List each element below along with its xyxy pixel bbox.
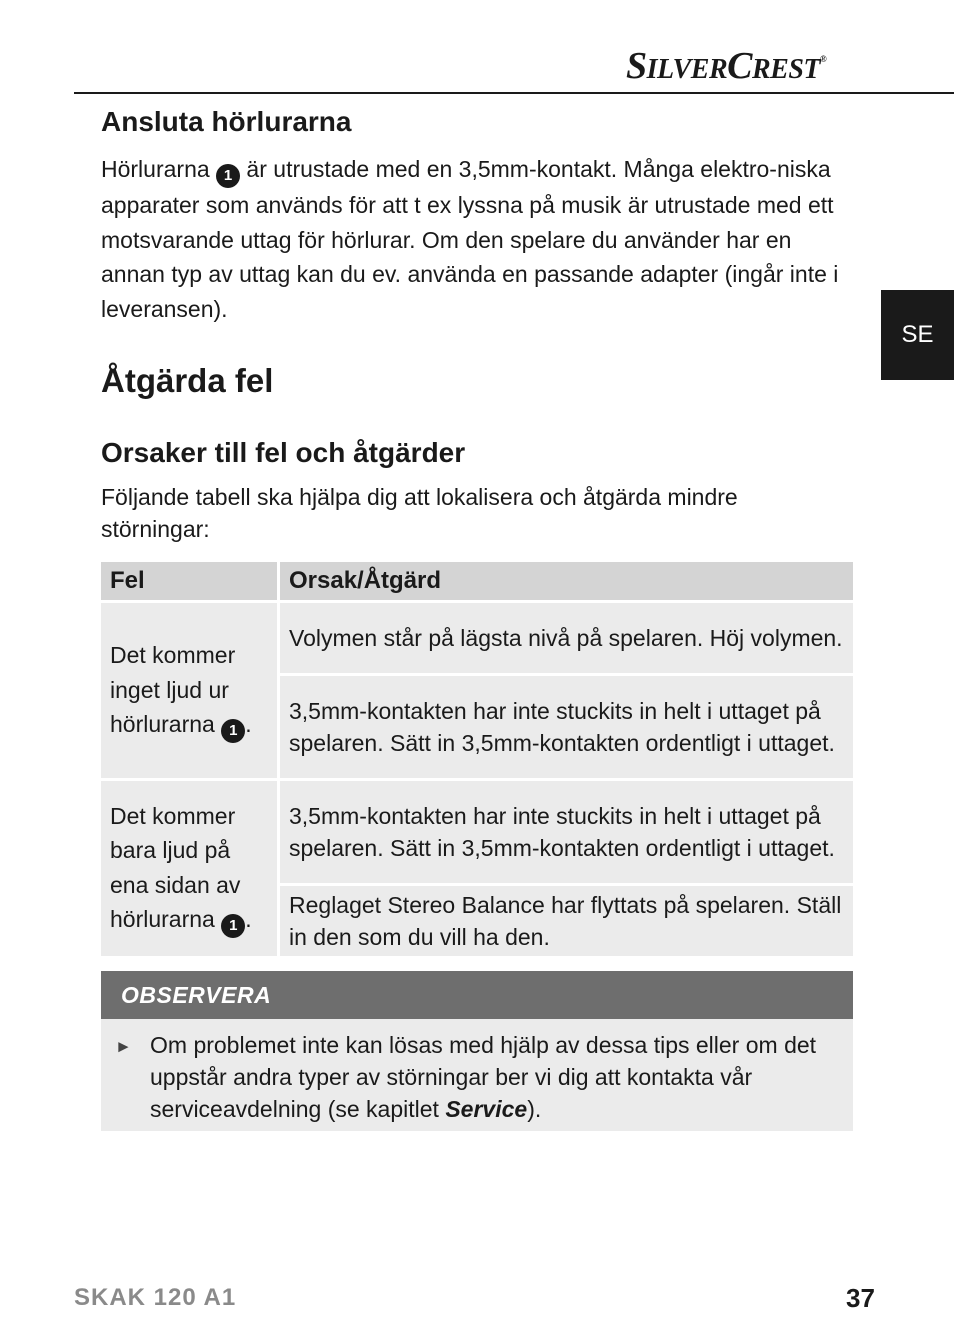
cause-cell: Volymen står på lägsta nivå på spelaren. Höj volymen. bbox=[280, 603, 853, 676]
subsection-title-causes: Orsaker till fel och åtgärder bbox=[101, 437, 466, 468]
item-1-marker: 1 bbox=[216, 164, 240, 188]
cause-cell: 3,5mm-kontakten har inte stuckits in helt i uttaget på spelaren. Sätt in 3,5mm-kontakten ordentligt i uttaget. bbox=[280, 781, 853, 886]
item-1-marker: 1 bbox=[221, 719, 245, 743]
page-number: 37 bbox=[846, 1283, 875, 1313]
cause-cell: Reglaget Stereo Balance har flyttats på spelaren. Ställ in den som du vill ha den. bbox=[280, 886, 853, 959]
troubleshooting-table bbox=[101, 562, 853, 959]
column-header-cause: Orsak/Åtgärd bbox=[280, 562, 853, 603]
note-body: ► Om problemet inte kan lösas med hjälp av dessa tips eller om det uppstår andra typer av störningar ber vi dig att kontakta vår serviceavdelning (se kapitlet Service). bbox=[115, 1032, 817, 1122]
language-tab: SE bbox=[881, 290, 954, 380]
table-header-row bbox=[101, 562, 853, 603]
column-header-fault: Fel bbox=[101, 562, 280, 603]
fault-cell: Det kommer inget ljud ur hörlurarna 1 . bbox=[101, 603, 280, 781]
fault-cell: Det kommer bara ljud på ena sidan av hörlurarna 1 . bbox=[101, 781, 280, 959]
silvercrest-logo: SILVERCREST® bbox=[626, 45, 827, 87]
section-title-connect: Ansluta hörlurarna bbox=[101, 106, 352, 137]
header-rule bbox=[74, 92, 954, 94]
item-1-marker: 1 bbox=[221, 914, 245, 938]
note-box bbox=[101, 971, 853, 1131]
footer-model: SKAK 120 A1 bbox=[74, 1284, 237, 1311]
connect-paragraph: Hörlurarna 1 är utrustade med en 3,5mm-kontakt. Många elektro-niska apparater som används för att t ex lyssna på musik är utrustade med ett motsvarande uttag för hörlurar. Om den spelare du använder har en annan typ av uttag kan du ev. använda en passande adapter (ingår inte i leveransen). bbox=[101, 156, 839, 322]
table-row bbox=[101, 781, 853, 886]
troubleshooting-intro: Följande tabell ska hjälpa dig att lokalisera och åtgärda mindre störningar: bbox=[101, 484, 738, 542]
arrow-bullet-icon: ► bbox=[115, 1037, 132, 1056]
cause-cell: 3,5mm-kontakten har inte stuckits in helt i uttaget på spelaren. Sätt in 3,5mm-kontakten ordentligt i uttaget. bbox=[280, 676, 853, 781]
section-title-troubleshooting: Åtgärda fel bbox=[101, 362, 274, 399]
table-row bbox=[101, 603, 853, 676]
note-heading: OBSERVERA bbox=[101, 971, 853, 1019]
